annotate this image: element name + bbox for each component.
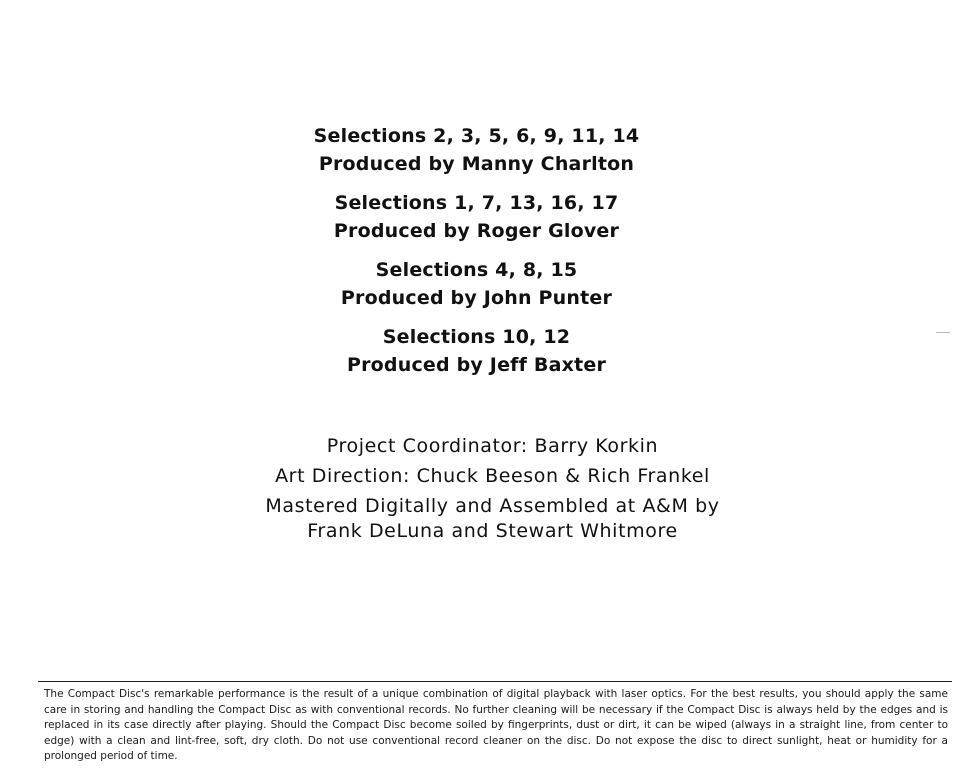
selection-group-glover <box>0 189 953 245</box>
selection-group-charlton <box>0 122 953 178</box>
selection-tracks: Selections 10, 12 <box>382 326 571 348</box>
art-direction-credit <box>0 464 953 489</box>
selection-tracks: Selections 1, 7, 13, 16, 17 <box>334 192 619 214</box>
divider-rule <box>38 681 952 682</box>
production-credits <box>0 122 953 390</box>
mastering-text-line1: Mastered Digitally and Assembled at A&M by <box>265 495 720 517</box>
selection-producer: Produced by Jeff Baxter <box>346 354 607 376</box>
mastering-credit <box>0 494 953 544</box>
staff-credits <box>0 434 953 549</box>
art-direction-text: Art Direction: Chuck Beeson & Rich Frankel <box>275 465 710 487</box>
selection-producer: Produced by John Punter <box>340 287 613 309</box>
selection-group-baxter <box>0 323 953 379</box>
selection-tracks: Selections 4, 8, 15 <box>375 259 578 281</box>
selection-producer: Produced by Manny Charlton <box>318 153 635 175</box>
project-coordinator-credit <box>0 434 953 459</box>
crop-mark <box>936 332 950 333</box>
compact-disc-care-notice: The Compact Disc's remarkable performance is the result of a unique combination of digital playback with laser optics. For the best results, you should apply the same care in storing and handling the Compact Disc as with conventional records. No further cleaning will be necessary if the Compact Disc is always held by the edges and is replaced in its case directly after playing. Should the Compact Disc become soiled by fingerprints, dust or dirt, it can be wiped (always in a straight line, from center to edge) with a clean and lint-free, soft, dry cloth. Do not use conventional record cleaner on the disc. Do not expose the disc to direct sunlight, heat or humidity for a prolonged period of time. <box>44 688 948 763</box>
selection-group-punter <box>0 256 953 312</box>
project-coordinator-text: Project Coordinator: Barry Korkin <box>326 435 659 457</box>
mastering-text-line2: Frank DeLuna and Stewart Whitmore <box>307 520 678 542</box>
selection-producer: Produced by Roger Glover <box>333 220 620 242</box>
selection-tracks: Selections 2, 3, 5, 6, 9, 11, 14 <box>313 125 640 147</box>
